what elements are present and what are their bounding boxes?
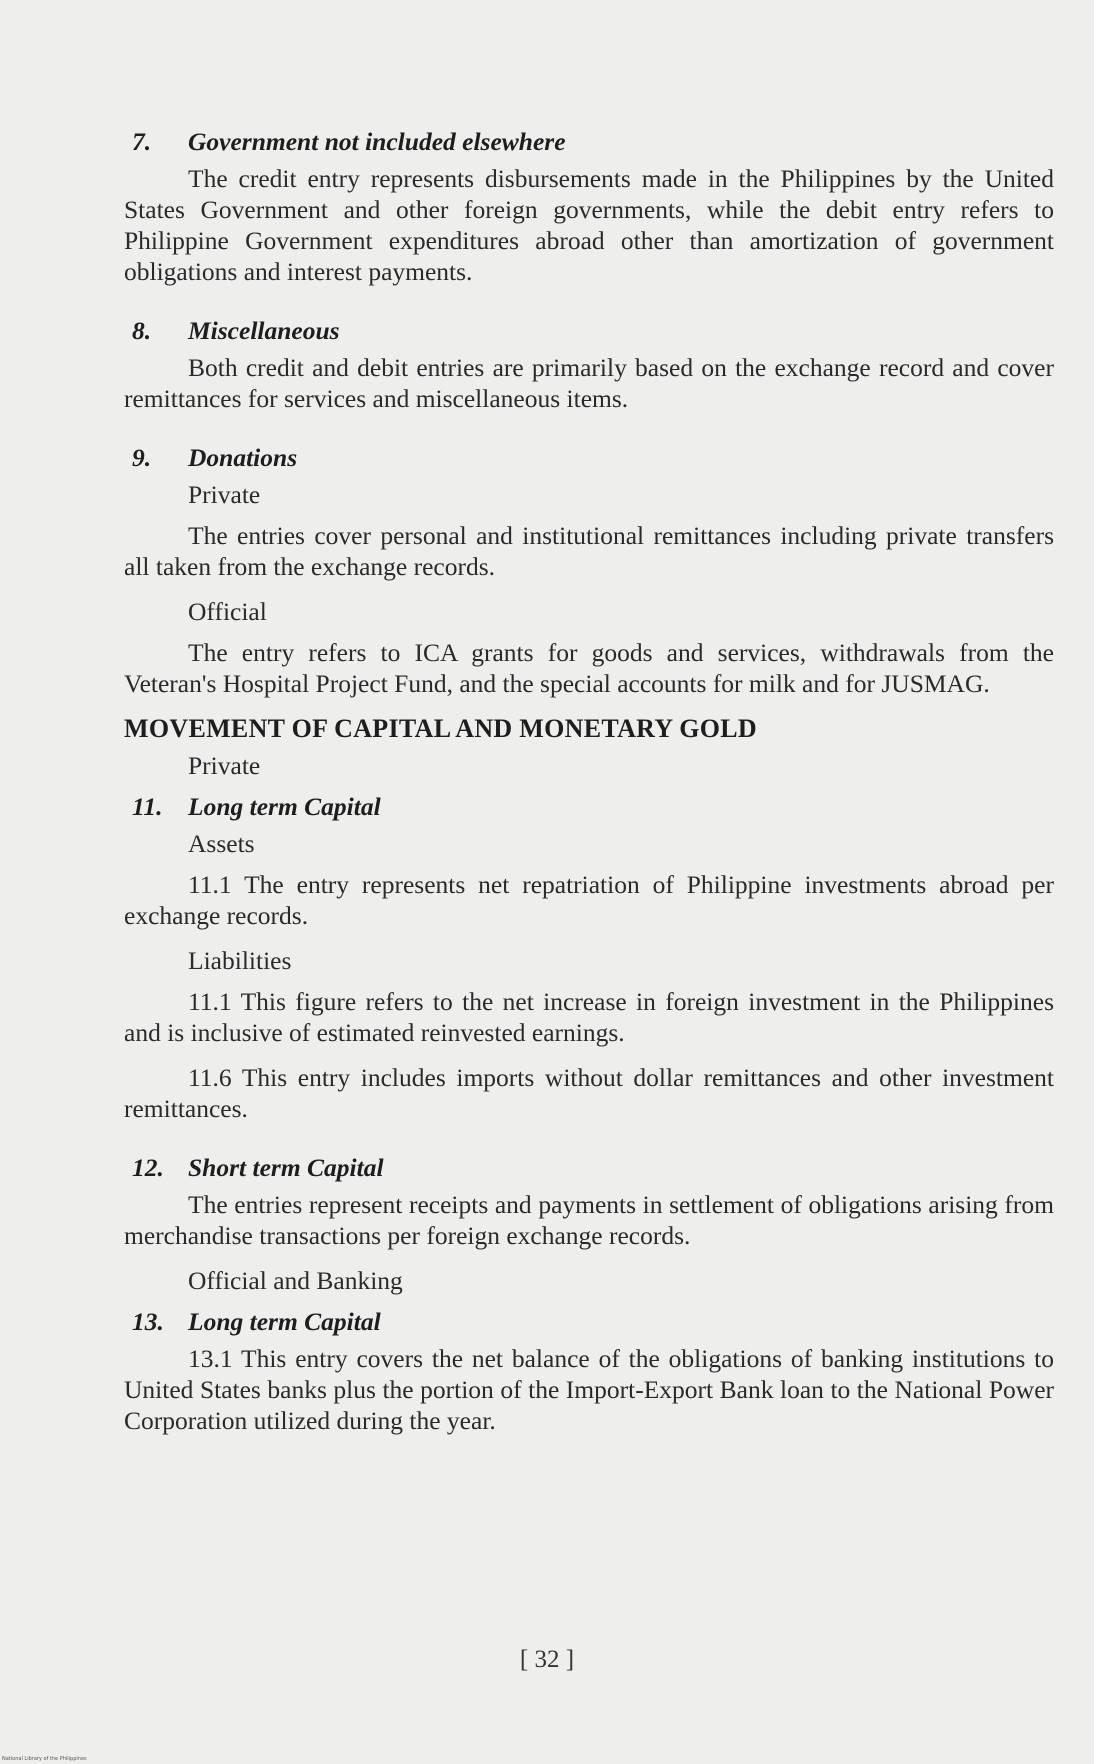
section-number: 11. — [132, 792, 163, 821]
section-title-text: Long term Capital — [188, 792, 381, 821]
section-number: 9. — [132, 443, 152, 472]
assets-label: Assets — [188, 829, 255, 858]
section-title-text: Long term Capital — [188, 1307, 381, 1336]
section-number: 12. — [132, 1153, 164, 1182]
library-watermark: National Library of the Philippines — [2, 1756, 87, 1762]
section-number: 13. — [132, 1307, 164, 1336]
section-13-paragraph: 13.1 This entry covers the net balance of the obligations of banking institutions to United States banks plus the portion of the Import-Export Bank loan to the National Power Corporation utilized during the year. — [124, 1344, 1054, 1435]
liabilities-label: Liabilities — [188, 946, 292, 975]
section-11-title — [132, 791, 1054, 822]
section-13-title — [132, 1306, 1054, 1337]
section-12-title — [132, 1152, 1054, 1183]
movement-heading: MOVEMENT OF CAPITAL AND MONETARY GOLD — [124, 714, 758, 743]
section-title-text: Miscellaneous — [188, 316, 340, 345]
document-page — [124, 126, 1054, 1450]
section-7-title — [132, 126, 1054, 157]
private-label: Private — [188, 480, 261, 509]
section-title-text: Short term Capital — [188, 1153, 384, 1182]
donations-private-paragraph: The entries cover personal and institutional remittances including private transfers all taken from the exchange records. — [124, 521, 1054, 581]
section-title-text: Donations — [188, 443, 298, 472]
section-8-paragraph: Both credit and debit entries are primarily based on the exchange record and cover remittances for services and miscellaneous items. — [124, 353, 1054, 413]
section-8-title — [132, 315, 1054, 346]
section-number: 7. — [132, 127, 152, 156]
page-number: [ 32 ] — [519, 1646, 575, 1673]
liabilities-paragraph-1: 11.1 This figure refers to the net increase in foreign investment in the Philippines and is inclusive of estimated reinvested earnings. — [124, 987, 1054, 1047]
section-9-title — [132, 442, 1054, 473]
assets-paragraph: 11.1 The entry represents net repatriation of Philippine investments abroad per exchange records. — [124, 870, 1054, 930]
movement-private-label: Private — [188, 751, 261, 780]
section-number: 8. — [132, 316, 152, 345]
official-banking-label: Official and Banking — [188, 1266, 403, 1295]
liabilities-paragraph-2: 11.6 This entry includes imports without dollar remittances and other investment remittances. — [124, 1063, 1054, 1123]
section-12-paragraph: The entries represent receipts and payments in settlement of obligations arising from merchandise transactions per foreign exchange records. — [124, 1190, 1054, 1250]
official-label: Official — [188, 597, 267, 626]
section-7-paragraph: The credit entry represents disbursements made in the Philippines by the United States Government and other foreign governments, while the debit entry refers to Philippine Government expenditures abroad other than amortization of government obligations and interest payments. — [124, 164, 1054, 286]
donations-official-paragraph: The entry refers to ICA grants for goods and services, withdrawals from the Veteran's Hospital Project Fund, and the special accounts for milk and for JUSMAG. — [124, 638, 1054, 698]
section-title-text: Government not included elsewhere — [188, 127, 566, 156]
